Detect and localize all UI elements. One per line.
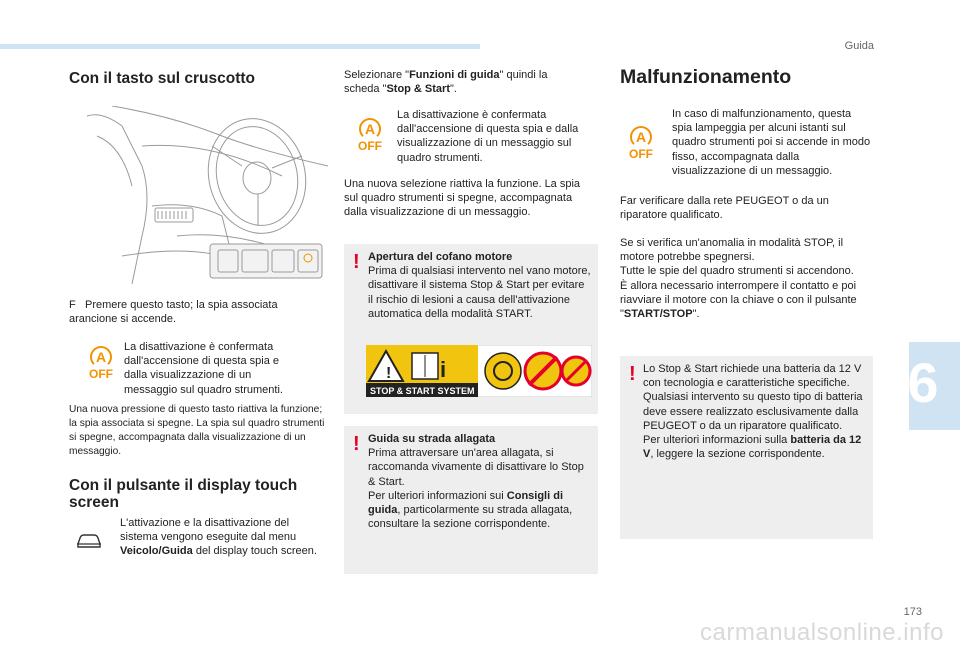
warning-hood-title: Apertura del cofano motore (368, 251, 513, 263)
col3-para2c-post: ". (692, 308, 700, 321)
warning-battery-body2: Qualsiasi intervento su questo tipo di batteria deve essere realizzato esclusivamente dalla PEUGEOT o da un riparatore qualificato. (643, 391, 863, 432)
sel-post: ". (450, 83, 457, 96)
aoff-letter: A (90, 346, 112, 368)
warning-icon: ! (629, 363, 636, 385)
warning-battery-body1: Lo Stop & Start richiede una batteria da 12 V con tecnologia e caratteristiche specifiche. (643, 363, 862, 390)
warning-box-flooded (344, 426, 598, 574)
section-label: Guida (844, 40, 874, 52)
heading-touch-screen: Con il pulsante il display touch screen (69, 477, 298, 511)
aoff-warning-icon (355, 118, 385, 153)
aoff-word: OFF (629, 147, 653, 161)
warning-hood-text (368, 250, 592, 321)
consigli-di-guida: Consigli di guida (368, 489, 564, 517)
car-icon (75, 532, 103, 550)
warning-battery-text (643, 362, 869, 461)
warning-flooded-body: Prima attraversare un'area allagata, si raccomanda vivamente di disattivare lo Stop & Start. (368, 447, 584, 488)
aoff-warning-icon (626, 126, 656, 161)
sel-stop-start: Stop & Start (386, 83, 450, 96)
heading-dashboard-button: Con il tasto sul cruscotto (69, 70, 256, 87)
svg-text:!: ! (386, 365, 392, 382)
aoff-letter: A (630, 126, 652, 148)
col3-para2c-pre: È allora necessario interrompere il contatto e poi riavviare il motore con la chiave o con il pulsante " (620, 279, 857, 321)
header-bar (0, 44, 480, 49)
stop-start-label-text: STOP & START SYSTEM (370, 386, 475, 396)
aoff-word: OFF (89, 367, 113, 381)
bullet-symbol: F (69, 299, 76, 311)
menu-guida: Guida (161, 545, 193, 558)
warning-flooded-text (368, 432, 594, 531)
touch-post: del display touch screen. (192, 545, 317, 558)
warning-icon: ! (353, 433, 360, 455)
col2-icon-text: La disattivazione è confermata dall'accensione di questa spia e dalla visualizzazione di un messaggio sul quadro strumenti. (397, 109, 579, 164)
col3-para1: Far verificare dalla rete PEUGEOT o da un riparatore qualificato. (620, 195, 829, 222)
sel-pre: Selezionare " (344, 69, 410, 81)
page-number: 173 (903, 606, 922, 618)
menu-veicolo: Veicolo (120, 545, 159, 558)
col3-para2 (620, 236, 872, 321)
warning-icon: ! (353, 251, 360, 273)
chapter-number: 6 (907, 351, 939, 414)
sel-funzioni: Funzioni di guida (409, 69, 500, 81)
aoff-letter: A (359, 118, 381, 140)
col1-icon-text: La disattivazione è confermata dall'accensione di questa spia e dalla visualizzazione di un messaggio sul quadro strumenti. (124, 341, 283, 396)
aoff-warning-icon (86, 346, 116, 381)
warning-flooded-pre: Per ulteriori informazioni sui (368, 489, 507, 502)
touch-pre: L'attivazione e la disattivazione del sistema vengono eseguite dal menu (120, 517, 297, 544)
col3-icon-text: In caso di malfunzionamento, questa spia lampeggia per alcuni istanti sul quadro strumenti poi si accende in modo fisso, accompagnata dalla visualizzazione di un messaggio. (672, 108, 871, 177)
stop-start-label-illustration (366, 345, 592, 397)
warning-box-battery (620, 356, 873, 539)
col3-para2b: Tutte le spie del quadro strumenti si accendono. (620, 265, 854, 278)
select-instruction (344, 68, 584, 96)
warning-battery-post: , leggere la sezione corrispondente. (650, 448, 825, 461)
warning-hood-body: Prima di qualsiasi intervento nel vano motore, disattivare il sistema Stop & Start per evitare il rischio di lesioni a causa dell'attivazione automatica della modalità START. (368, 265, 591, 320)
warning-box-hood (344, 244, 598, 414)
dashboard-illustration (82, 106, 328, 284)
start-stop-label: START/STOP (623, 308, 693, 321)
aoff-word: OFF (358, 139, 382, 153)
warning-battery-pre: Per ulteriori informazioni sulla (643, 434, 791, 447)
warning-flooded-post: , particolarmente su strada allagata, consultare la sezione corrispondente. (368, 504, 573, 531)
bullet-item (69, 298, 319, 326)
sel-mid: " quindi la scheda " (344, 69, 548, 96)
col2-paragraph: Una nuova selezione riattiva la funzione. La spia sul quadro strumenti si spegne, accompagnata dalla visualizzazione di un messaggio. (344, 178, 581, 219)
watermark: carmanualsonline.info (700, 619, 944, 646)
heading-malfunction: Malfunzionamento (620, 66, 792, 88)
col1-small-text: Una nuova pressione di questo tasto riattiva la funzione; la spia associata si spegne. La spia sul quadro strumenti si spegne, accompagnata dalla visualizzazione di un messaggio. (69, 404, 325, 457)
touch-screen-text (120, 516, 320, 559)
bullet-text: Premere questo tasto; la spia associata arancione si accende. (69, 299, 278, 326)
warning-flooded-title: Guida su strada allagata (368, 433, 496, 445)
col3-para2a: Se si verifica un'anomalia in modalità STOP, il motore potrebbe spegnersi. (620, 237, 844, 264)
svg-text:i: i (440, 357, 447, 382)
battery-12v: batteria da 12 V (643, 434, 862, 461)
menu-sep: / (158, 545, 162, 558)
